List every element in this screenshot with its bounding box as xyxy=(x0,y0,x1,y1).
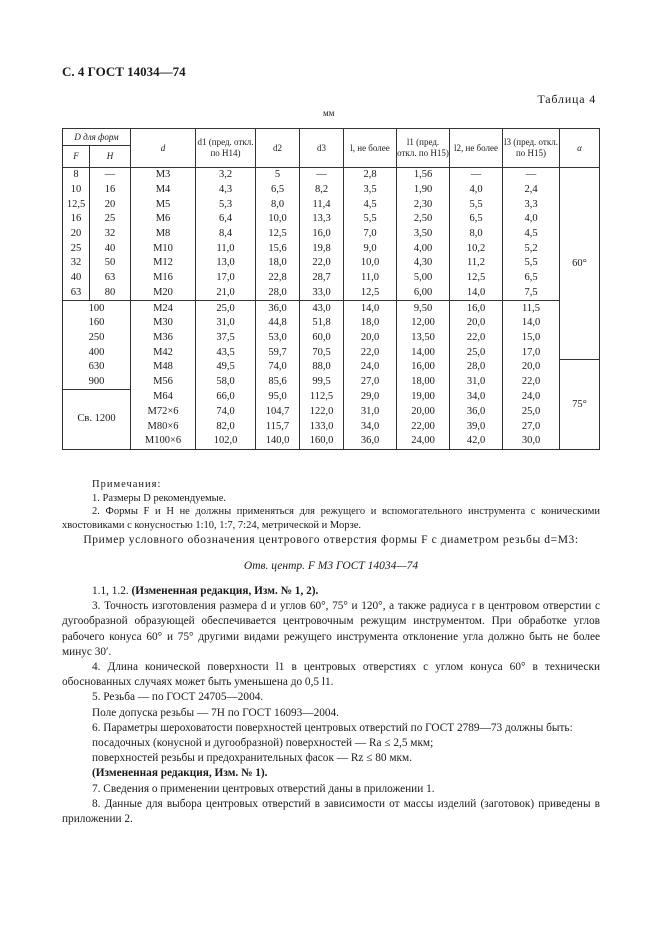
table-cell: 40 xyxy=(63,271,90,286)
table-cell: 5,00 xyxy=(397,271,450,286)
notes-title: Примечания: xyxy=(92,479,162,490)
table-cell: 10 xyxy=(63,183,90,198)
table-cell: M20 xyxy=(131,286,196,301)
table-cell: 80 xyxy=(90,286,131,301)
sv-label: Св. 1200 xyxy=(63,390,131,449)
table-cell: 18,00 xyxy=(397,375,450,390)
table-cell: 24,00 xyxy=(397,434,450,449)
table-cell: 25 xyxy=(90,212,131,227)
table-cell: 4,5 xyxy=(503,227,560,242)
table-row xyxy=(63,419,600,434)
table-cell: 18,0 xyxy=(256,256,300,271)
table-cell: 11,5 xyxy=(503,301,560,316)
table-cell: 1,56 xyxy=(397,168,450,183)
col-h: H xyxy=(90,146,131,168)
table-cell: 31,0 xyxy=(196,316,256,331)
table-cell: 16,0 xyxy=(450,301,503,316)
table-cell: 31,0 xyxy=(450,375,503,390)
table-cell: 25,0 xyxy=(196,301,256,316)
table-cell: 20 xyxy=(90,197,131,212)
table-cell: 160,0 xyxy=(300,434,344,449)
table-cell: M30 xyxy=(131,316,196,331)
table-row xyxy=(63,286,600,301)
table-cell: 250 xyxy=(63,331,131,346)
table-cell: 58,0 xyxy=(196,375,256,390)
table-cell: 42,0 xyxy=(450,434,503,449)
table-cell: M72×6 xyxy=(131,405,196,420)
table-cell: 19,00 xyxy=(397,390,450,405)
table-cell: 8,0 xyxy=(450,227,503,242)
table-row xyxy=(63,271,600,286)
para-5b: Поле допуска резьбы — 7H по ГОСТ 16093—2004. xyxy=(92,706,340,719)
table-cell: 102,0 xyxy=(196,434,256,449)
table-cell: 3,5 xyxy=(344,183,397,198)
table-cell: 16 xyxy=(63,212,90,227)
table-cell: 12,00 xyxy=(397,316,450,331)
table-row xyxy=(63,168,600,183)
table-cell: M48 xyxy=(131,360,196,375)
table-cell: 12,5 xyxy=(63,197,90,212)
table-cell: 4,0 xyxy=(450,183,503,198)
table-cell: 11,4 xyxy=(300,197,344,212)
table-cell: 18,0 xyxy=(344,316,397,331)
table-cell: 15,6 xyxy=(256,241,300,256)
para-3: 3. Точность изготовления размера d и углов 60°, 75° и 120°, а также радиуса r в центровом отверстии с дугообразной образующей обеспечивается центровочным режущим инструментом. При обработке углов рабочего конуса 60° и 75° другими видами режущего инструмента отклонение угла должно быть не более минус 30′. xyxy=(62,600,600,658)
table-cell: 12,5 xyxy=(450,271,503,286)
table-cell: 22,0 xyxy=(344,345,397,360)
table-cell: 15,0 xyxy=(503,331,560,346)
para-5: 5. Резьба — по ГОСТ 24705—2004. xyxy=(92,691,264,704)
table-row xyxy=(63,375,600,390)
table-cell: M80×6 xyxy=(131,419,196,434)
para-7: 7. Сведения о применении центровых отверстий даны в приложении 1. xyxy=(92,782,435,795)
table-cell: M8 xyxy=(131,227,196,242)
table-cell: 50 xyxy=(90,256,131,271)
table-cell: 31,0 xyxy=(344,405,397,420)
table-cell: 27,0 xyxy=(503,419,560,434)
table-cell: 16 xyxy=(90,183,131,198)
table-cell: 6,5 xyxy=(503,271,560,286)
table-cell: 34,0 xyxy=(344,419,397,434)
table-cell: — xyxy=(90,168,131,183)
table-cell: 74,0 xyxy=(196,405,256,420)
table-cell: 20 xyxy=(63,227,90,242)
table-cell: 160 xyxy=(63,316,131,331)
example-title: Пример условного обозначения центрового отверстия формы F с диаметром резьбы d=M3: xyxy=(83,534,579,546)
table-row xyxy=(63,197,600,212)
table-cell: 37,5 xyxy=(196,331,256,346)
table-row xyxy=(63,301,600,316)
table-cell: 85,6 xyxy=(256,375,300,390)
table-cell: M6 xyxy=(131,212,196,227)
table-cell: 20,0 xyxy=(450,316,503,331)
table-cell: 13,0 xyxy=(196,256,256,271)
table-row xyxy=(63,212,600,227)
table-cell: 25 xyxy=(63,241,90,256)
table-cell: 7,5 xyxy=(503,286,560,301)
col-d3: d3 xyxy=(300,129,344,168)
table-cell: 11,0 xyxy=(196,241,256,256)
table-cell: 10,2 xyxy=(450,241,503,256)
table-cell: M24 xyxy=(131,301,196,316)
table-cell: 4,5 xyxy=(344,197,397,212)
col-d-forms: D для форм xyxy=(63,129,131,146)
col-alpha: α xyxy=(560,129,600,168)
table-row xyxy=(63,256,600,271)
table-cell: 14,0 xyxy=(503,316,560,331)
table-cell: 22,0 xyxy=(450,331,503,346)
table-cell: 17,0 xyxy=(196,271,256,286)
table-cell: 6,5 xyxy=(450,212,503,227)
table-cell: 16,00 xyxy=(397,360,450,375)
table-cell: 29,0 xyxy=(344,390,397,405)
table-cell: 900 xyxy=(63,375,131,390)
table-cell: 25,0 xyxy=(450,345,503,360)
table-row xyxy=(63,331,600,346)
table-cell: 17,0 xyxy=(503,345,560,360)
table-label: Таблица 4 xyxy=(537,92,596,106)
table-cell: 14,0 xyxy=(344,301,397,316)
table-cell: 13,3 xyxy=(300,212,344,227)
table-row xyxy=(63,227,600,242)
table-cell: 6,5 xyxy=(256,183,300,198)
table-cell: 70,5 xyxy=(300,345,344,360)
table-cell: 22,0 xyxy=(503,375,560,390)
table-cell: 4,00 xyxy=(397,241,450,256)
page-header: С. 4 ГОСТ 14034—74 xyxy=(62,64,186,79)
table-cell: 11,2 xyxy=(450,256,503,271)
table-cell: 100 xyxy=(63,301,131,316)
table-cell: 5,5 xyxy=(344,212,397,227)
table-cell: M4 xyxy=(131,183,196,198)
table-cell: 63 xyxy=(63,286,90,301)
table-cell: 630 xyxy=(63,360,131,375)
table-cell: 27,0 xyxy=(344,375,397,390)
table-row xyxy=(63,434,600,449)
table-cell: 32 xyxy=(90,227,131,242)
para-6b: поверхностей резьбы и предохранительных фасок — Rz ≤ 80 мкм. xyxy=(92,752,413,765)
table-cell: 9,0 xyxy=(344,241,397,256)
table-cell: 5,5 xyxy=(503,256,560,271)
table-cell: M3 xyxy=(131,168,196,183)
col-l1: l1 (пред. откл. по H15) xyxy=(397,129,450,168)
table-cell: 13,50 xyxy=(397,331,450,346)
table-cell: 95,0 xyxy=(256,390,300,405)
table-cell: 400 xyxy=(63,345,131,360)
table-cell: 51,8 xyxy=(300,316,344,331)
table-cell: M64 xyxy=(131,390,196,405)
table-cell: 24,0 xyxy=(344,360,397,375)
table-cell: 43,5 xyxy=(196,345,256,360)
table-cell: 43,0 xyxy=(300,301,344,316)
table-cell: 22,00 xyxy=(397,419,450,434)
table-cell: 44,8 xyxy=(256,316,300,331)
table-cell: 4,0 xyxy=(503,212,560,227)
table-cell: 6,4 xyxy=(196,212,256,227)
table-row xyxy=(63,241,600,256)
table-cell: M5 xyxy=(131,197,196,212)
table-cell: M36 xyxy=(131,331,196,346)
table-cell: 36,0 xyxy=(450,405,503,420)
table-cell: 3,50 xyxy=(397,227,450,242)
table-cell: 14,0 xyxy=(450,286,503,301)
col-f: F xyxy=(63,146,90,168)
table-cell: 8 xyxy=(63,168,90,183)
table-cell: 2,30 xyxy=(397,197,450,212)
table-cell: 2,50 xyxy=(397,212,450,227)
table-cell: 20,0 xyxy=(344,331,397,346)
body-text xyxy=(62,584,600,827)
table-row xyxy=(63,345,600,360)
table-cell: 140,0 xyxy=(256,434,300,449)
table-cell: 63 xyxy=(90,271,131,286)
note-1: 1. Размеры D рекомендуемые. xyxy=(92,492,226,504)
para-1: 1.1, 1.2. (Измененная редакция, Изм. № 1, 2). xyxy=(92,585,319,597)
table-row xyxy=(63,405,600,420)
table-cell: 36,0 xyxy=(344,434,397,449)
col-l2: l2, не более xyxy=(450,129,503,168)
table-cell: M42 xyxy=(131,345,196,360)
para-4: 4. Длина конической поверхности l1 в центровых отверстиях с углом конуса 60° в технически обоснованных случаях может быть уменьшена до 0,5 l1. xyxy=(62,661,600,689)
col-d1: d1 (пред. откл. по H14) xyxy=(196,129,256,168)
table-cell: 10,0 xyxy=(256,212,300,227)
table-cell: 3,3 xyxy=(503,197,560,212)
table-cell: 33,0 xyxy=(300,286,344,301)
table-cell: — xyxy=(503,168,560,183)
col-l: l, не более xyxy=(344,129,397,168)
col-d: d xyxy=(131,129,196,168)
table-cell: 1,90 xyxy=(397,183,450,198)
table-cell: 22,0 xyxy=(300,256,344,271)
table-cell: 8,4 xyxy=(196,227,256,242)
table-cell: — xyxy=(300,168,344,183)
example-code: Отв. центр. F M3 ГОСТ 14034—74 xyxy=(243,560,419,572)
table-cell: 88,0 xyxy=(300,360,344,375)
table-cell: 30,0 xyxy=(503,434,560,449)
table-cell: M56 xyxy=(131,375,196,390)
table-cell: 5,2 xyxy=(503,241,560,256)
gost-table xyxy=(62,128,600,450)
table-cell: 7,0 xyxy=(344,227,397,242)
table-cell: 12,5 xyxy=(256,227,300,242)
para-6c: (Измененная редакция, Изм. № 1). xyxy=(92,767,268,780)
table-cell: 32 xyxy=(63,256,90,271)
table-row xyxy=(63,183,600,198)
table-cell: 20,0 xyxy=(503,360,560,375)
table-cell: 8,0 xyxy=(256,197,300,212)
table-cell: 24,0 xyxy=(503,390,560,405)
table-cell: 115,7 xyxy=(256,419,300,434)
units-label: мм xyxy=(323,108,335,118)
table-cell: 4,30 xyxy=(397,256,450,271)
table-cell: 8,2 xyxy=(300,183,344,198)
table-cell: 5,3 xyxy=(196,197,256,212)
table-cell: M16 xyxy=(131,271,196,286)
table-cell: 2,4 xyxy=(503,183,560,198)
table-cell: 34,0 xyxy=(450,390,503,405)
table-cell: 59,7 xyxy=(256,345,300,360)
table-cell: 112,5 xyxy=(300,390,344,405)
col-d2: d2 xyxy=(256,129,300,168)
table-cell: 2,8 xyxy=(344,168,397,183)
table-row xyxy=(63,390,600,405)
table-cell: 25,0 xyxy=(503,405,560,420)
alpha-60: 60° xyxy=(560,168,600,360)
table-cell: 21,0 xyxy=(196,286,256,301)
para-6: 6. Параметры шероховатости поверхностей центровых отверстий по ГОСТ 2789—73 должны быть: xyxy=(92,721,573,734)
table-cell: 14,00 xyxy=(397,345,450,360)
table-cell: 99,5 xyxy=(300,375,344,390)
table-cell: 5 xyxy=(256,168,300,183)
table-cell: 28,0 xyxy=(256,286,300,301)
table-cell: M100×6 xyxy=(131,434,196,449)
table-cell: 12,5 xyxy=(344,286,397,301)
table-cell: 36,0 xyxy=(256,301,300,316)
table-cell: 28,0 xyxy=(450,360,503,375)
table-cell: 53,0 xyxy=(256,331,300,346)
note-2: 2. Формы F и H не должны применяться для режущего и вспомогательного инструмента с коническими хвостовиками с конусностью 1:10, 1:7, 7:24, метрической и Морзе. xyxy=(62,506,600,531)
alpha-75: 75° xyxy=(560,360,600,449)
table-cell: 5,5 xyxy=(450,197,503,212)
table-cell: 3,2 xyxy=(196,168,256,183)
table-cell: 40 xyxy=(90,241,131,256)
table-cell: 104,7 xyxy=(256,405,300,420)
table-cell: 22,8 xyxy=(256,271,300,286)
notes xyxy=(62,478,600,532)
table-cell: 28,7 xyxy=(300,271,344,286)
table-cell: 74,0 xyxy=(256,360,300,375)
table-cell: M10 xyxy=(131,241,196,256)
table-row xyxy=(63,316,600,331)
table-cell: 6,00 xyxy=(397,286,450,301)
table-cell: 19,8 xyxy=(300,241,344,256)
table-cell: 20,00 xyxy=(397,405,450,420)
para-6a: посадочных (конусной и дугообразной) поверхностей — Ra ≤ 2,5 мкм; xyxy=(92,737,434,750)
table-cell: M12 xyxy=(131,256,196,271)
table-cell: 82,0 xyxy=(196,419,256,434)
table-cell: 4,3 xyxy=(196,183,256,198)
table-cell: 11,0 xyxy=(344,271,397,286)
table-cell: 133,0 xyxy=(300,419,344,434)
table-cell: 39,0 xyxy=(450,419,503,434)
table-cell: 10,0 xyxy=(344,256,397,271)
table-cell: 49,5 xyxy=(196,360,256,375)
table-cell: 16,0 xyxy=(300,227,344,242)
table-cell: 66,0 xyxy=(196,390,256,405)
table-cell: 9,50 xyxy=(397,301,450,316)
table-cell: 60,0 xyxy=(300,331,344,346)
table-cell: — xyxy=(450,168,503,183)
table-cell: 122,0 xyxy=(300,405,344,420)
col-l3: l3 (пред. откл. по H15) xyxy=(503,129,560,168)
table-row xyxy=(63,360,600,375)
para-8: 8. Данные для выбора центровых отверстий в зависимости от массы изделий (заготовок) приведены в приложении 2. xyxy=(62,797,600,826)
